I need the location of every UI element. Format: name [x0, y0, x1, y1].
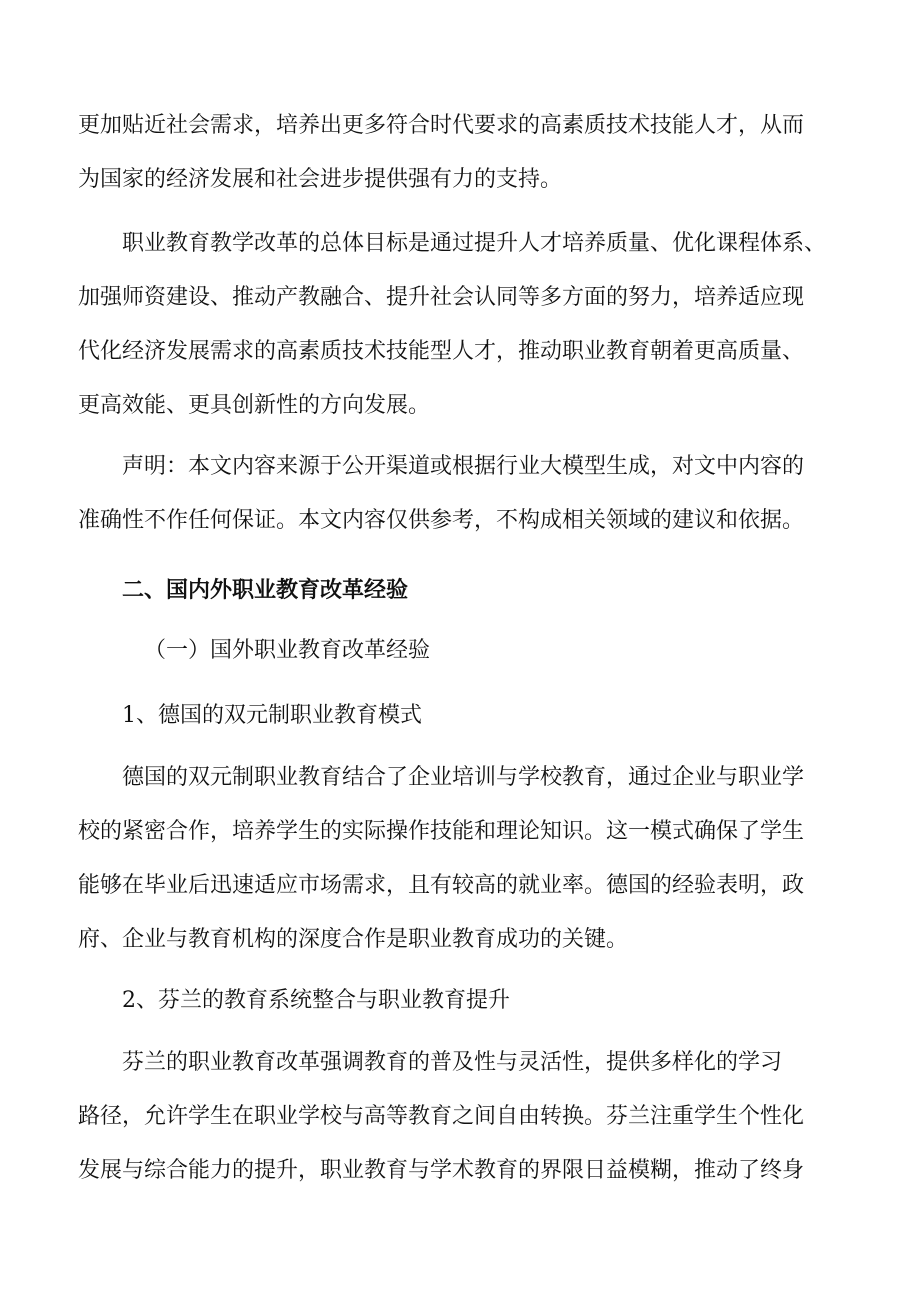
- disclaimer-line-2: 准确性不作任何保证。本文内容仅供参考，不构成相关领域的建议和依据。: [78, 508, 805, 533]
- item1-heading: 1、德国的双元制职业教育模式: [122, 703, 422, 728]
- item2-line-3: 发展与综合能力的提升，职业教育与学术教育的界限日益模糊，推动了终身: [78, 1158, 805, 1183]
- item1-line-2: 校的紧密合作，培养学生的实际操作技能和理论知识。这一模式确保了学生: [78, 819, 805, 844]
- section-heading: 二、国内外职业教育改革经验: [122, 577, 409, 603]
- item2-line-1: 芬兰的职业教育改革强调教育的普及性与灵活性，提供多样化的学习: [122, 1050, 783, 1075]
- item1-line-1: 德国的双元制职业教育结合了企业培训与学校教育，通过企业与职业学: [122, 765, 805, 790]
- goal-line-3: 代化经济发展需求的高素质技术技能型人才，推动职业教育朝着更高质量、: [78, 339, 805, 364]
- goal-line-4: 更高效能、更具创新性的方向发展。: [78, 393, 431, 418]
- goal-line-2: 加强师资建设、推动产教融合、提升社会认同等多方面的努力，培养适应现: [78, 285, 805, 310]
- item1-line-3: 能够在毕业后迅速适应市场需求，且有较高的就业率。德国的经验表明，政: [78, 873, 805, 898]
- item1-line-4: 府、企业与教育机构的深度合作是职业教育成功的关键。: [78, 927, 629, 952]
- intro-line-1: 更加贴近社会需求，培养出更多符合时代要求的高素质技术技能人才，从而: [78, 113, 805, 138]
- item2-line-2: 路径，允许学生在职业学校与高等教育之间自由转换。芬兰注重学生个性化: [78, 1104, 805, 1129]
- goal-line-1: 职业教育教学改革的总体目标是通过提升人才培养质量、优化课程体系、: [122, 231, 827, 256]
- subsection-heading: （一）国外职业教育改革经验: [144, 638, 431, 663]
- intro-line-2: 为国家的经济发展和社会进步提供强有力的支持。: [78, 167, 563, 192]
- disclaimer-line-1: 声明：本文内容来源于公开渠道或根据行业大模型生成，对文中内容的: [122, 454, 805, 479]
- item2-heading: 2、芬兰的教育系统整合与职业教育提升: [122, 988, 510, 1013]
